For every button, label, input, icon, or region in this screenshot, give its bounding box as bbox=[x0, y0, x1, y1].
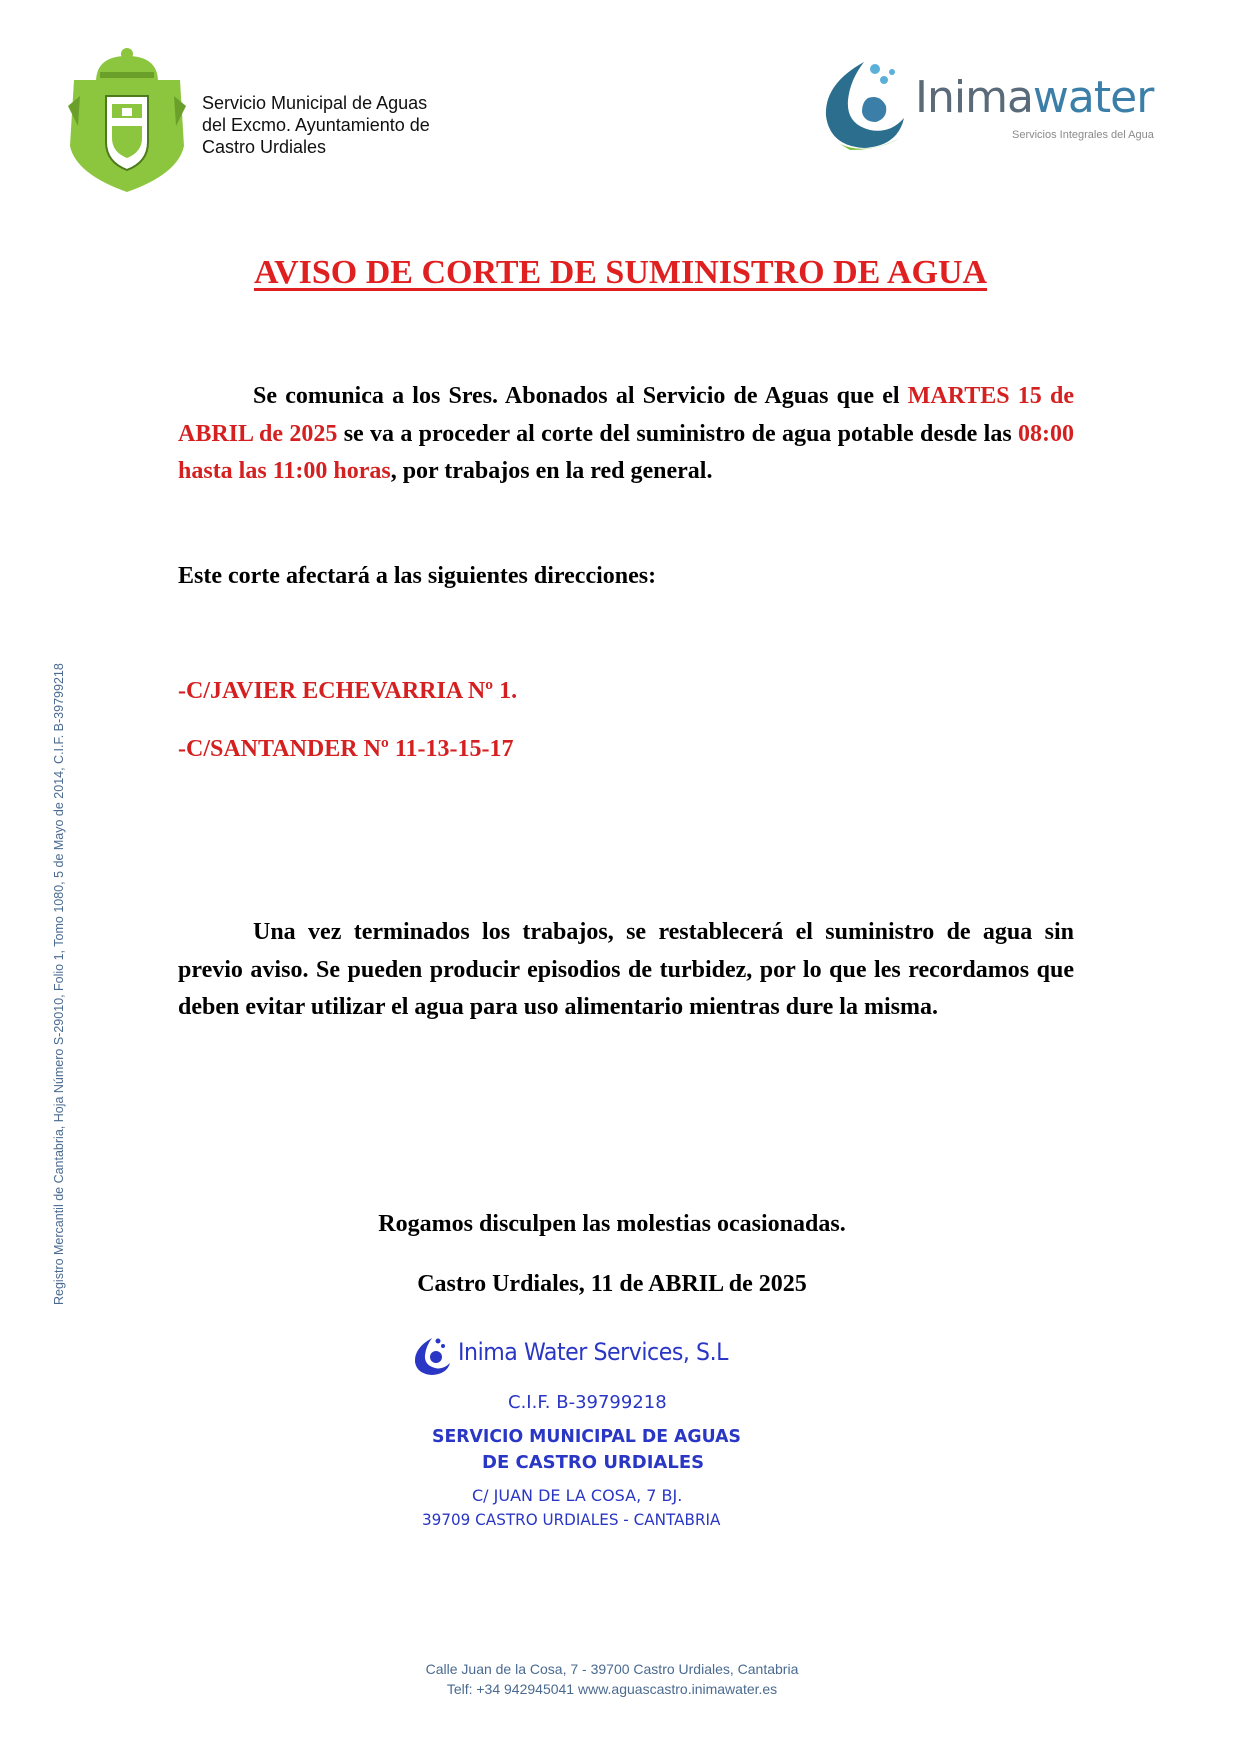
council-line-2: del Excmo. Ayuntamiento de bbox=[202, 115, 430, 135]
water-drop-logo-icon bbox=[820, 54, 910, 152]
brand-name-part1: Inima bbox=[915, 72, 1033, 123]
brand-name bbox=[915, 72, 1153, 123]
outage-date: MARTES 15 de ABRIL de 2025 bbox=[178, 383, 1074, 447]
notice-paragraph-1 bbox=[178, 378, 1074, 491]
coat-of-arms-icon bbox=[66, 46, 188, 194]
company-stamp bbox=[410, 1328, 780, 1529]
p1-text-b: se va a proceder al corte del suministro de agua potable desde las bbox=[337, 420, 1018, 447]
water-drop-logo-icon bbox=[412, 1334, 454, 1376]
affected-address: -C/JAVIER ECHEVARRIA Nº 1. bbox=[178, 678, 518, 704]
notice-title: AVISO DE CORTE DE SUMINISTRO DE AGUA bbox=[253, 254, 988, 291]
council-line-3: Castro Urdiales bbox=[202, 137, 327, 157]
stamp-castro: DE CASTRO URDIALES bbox=[482, 1452, 705, 1473]
notice-paragraph-3: Una vez terminados los trabajos, se restablecerá el suministro de agua sin previo aviso. Se pueden producir episodios de turbidez, por lo que les recordamos que deben evitar utilizar el agua para uso alimentario mientras dure la misma. bbox=[178, 919, 1074, 1020]
affected-addresses-heading: Este corte afectará a las siguientes direcciones: bbox=[178, 563, 657, 589]
dateline: Castro Urdiales, 11 de ABRIL de 2025 bbox=[417, 1271, 807, 1297]
council-name bbox=[202, 92, 430, 158]
p1-text-a: Se comunica a los Sres. Abonados al Servicio de Aguas que el bbox=[253, 383, 908, 409]
footer-contact: Telf: +34 942945041 www.aguascastro.inimawater.es bbox=[446, 1681, 778, 1697]
stamp-city: 39709 CASTRO URDIALES - CANTABRIA bbox=[422, 1510, 721, 1529]
p1-text-c: , por trabajos en la red general. bbox=[390, 458, 713, 484]
footer-address: Calle Juan de la Cosa, 7 - 39700 Castro Urdiales, Cantabria bbox=[425, 1661, 799, 1677]
registry-info: Registro Mercantil de Cantabria, Hoja Número S-29010, Folio 1, Tomo 1080, 5 de Mayo de 2014, C.I.F. B-39799218 bbox=[52, 663, 66, 1305]
stamp-company: Inima Water Services, S.L bbox=[458, 1338, 728, 1366]
stamp-street: C/ JUAN DE LA COSA, 7 BJ. bbox=[472, 1486, 683, 1505]
stamp-service: SERVICIO MUNICIPAL DE AGUAS bbox=[432, 1426, 741, 1447]
apology-line: Rogamos disculpen las molestias ocasionadas. bbox=[378, 1211, 846, 1237]
stamp-cif: C.I.F. B-39799218 bbox=[508, 1392, 667, 1413]
affected-address: -C/SANTANDER Nº 11-13-15-17 bbox=[178, 736, 514, 762]
brand-name-part2: water bbox=[1032, 72, 1154, 123]
council-line-1: Servicio Municipal de Aguas bbox=[202, 93, 428, 113]
outage-time: 08:00 hasta las 11:00 horas bbox=[178, 420, 1074, 484]
brand-tagline: Servicios Integrales del Agua bbox=[1012, 129, 1154, 141]
